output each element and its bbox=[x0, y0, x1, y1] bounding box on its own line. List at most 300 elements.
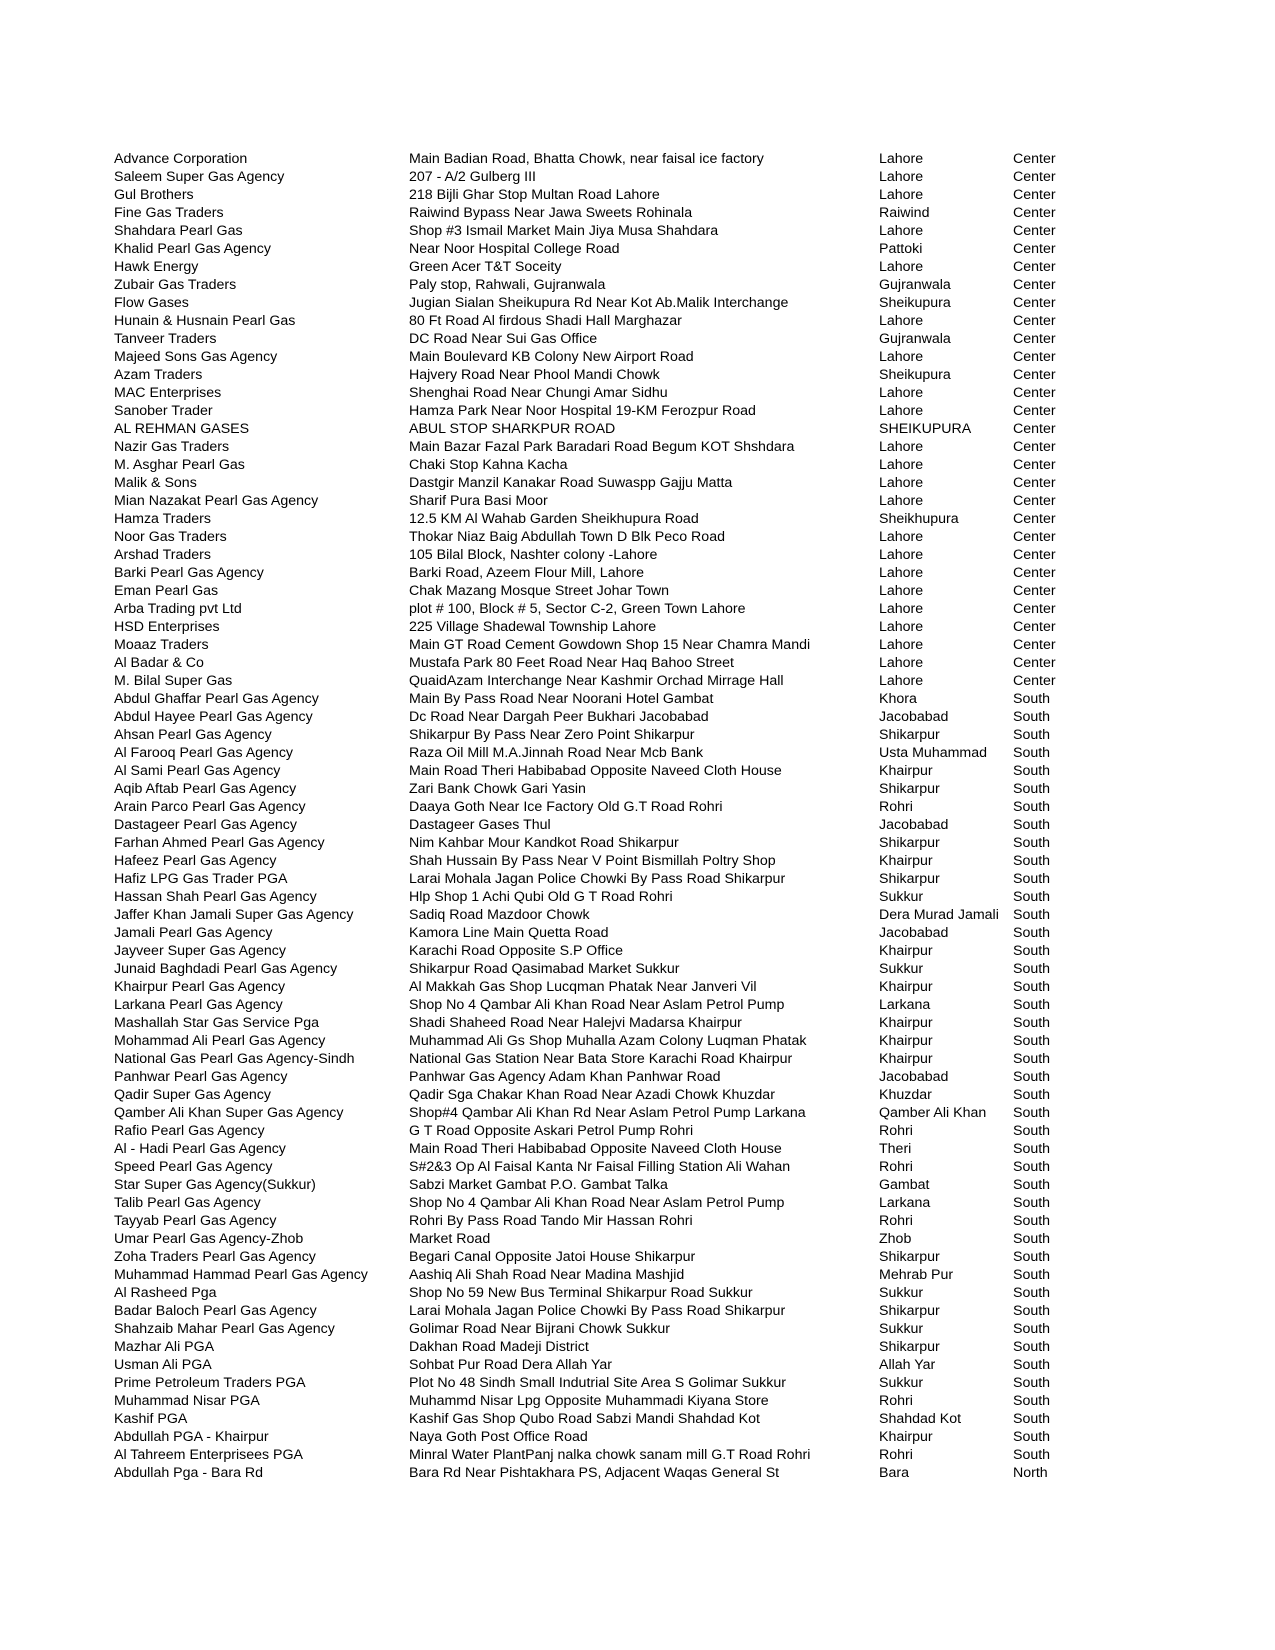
dealer-name-cell: Umar Pearl Gas Agency-Zhob bbox=[114, 1231, 304, 1247]
dealer-region-cell: South bbox=[1013, 1285, 1051, 1301]
dealer-city-cell: Lahore bbox=[879, 385, 924, 401]
dealer-region-cell: South bbox=[1013, 1249, 1051, 1265]
dealer-address-cell: 12.5 KM Al Wahab Garden Sheikhupura Road bbox=[409, 511, 699, 527]
dealer-table-body bbox=[114, 150, 1083, 1482]
dealer-region-cell: South bbox=[1013, 727, 1051, 743]
dealer-address-cell: National Gas Station Near Bata Store Karachi Road Khairpur bbox=[409, 1051, 793, 1067]
dealer-region-cell: Center bbox=[1013, 241, 1056, 257]
dealer-address-cell: Sabzi Market Gambat P.O. Gambat Talka bbox=[409, 1177, 668, 1193]
table-row bbox=[114, 1410, 1083, 1428]
dealer-region-cell: Center bbox=[1013, 583, 1056, 599]
dealer-address-cell: Green Acer T&T Soceity bbox=[409, 259, 562, 275]
dealer-city-cell: Rohri bbox=[879, 799, 913, 815]
dealer-city-cell: Sukkur bbox=[879, 1285, 924, 1301]
table-row bbox=[114, 492, 1083, 510]
dealer-city-cell: Zhob bbox=[879, 1231, 912, 1247]
table-row bbox=[114, 1194, 1083, 1212]
dealer-region-cell: Center bbox=[1013, 331, 1056, 347]
dealer-name-cell: Dastageer Pearl Gas Agency bbox=[114, 817, 297, 833]
dealer-name-cell: Majeed Sons Gas Agency bbox=[114, 349, 278, 365]
dealer-name-cell: Usman Ali PGA bbox=[114, 1357, 212, 1373]
dealer-name-cell: Arshad Traders bbox=[114, 547, 211, 563]
dealer-address-cell: Chaki Stop Kahna Kacha bbox=[409, 457, 568, 473]
table-row bbox=[114, 978, 1083, 996]
dealer-region-cell: South bbox=[1013, 1177, 1051, 1193]
dealer-city-cell: Sheikupura bbox=[879, 295, 951, 311]
table-row bbox=[114, 1122, 1083, 1140]
dealer-name-cell: National Gas Pearl Gas Agency-Sindh bbox=[114, 1051, 355, 1067]
dealer-address-cell: Karachi Road Opposite S.P Office bbox=[409, 943, 623, 959]
dealer-region-cell: South bbox=[1013, 691, 1051, 707]
table-row bbox=[114, 546, 1083, 564]
dealer-name-cell: Ahsan Pearl Gas Agency bbox=[114, 727, 272, 743]
dealer-city-cell: Khairpur bbox=[879, 1051, 933, 1067]
table-row bbox=[114, 672, 1083, 690]
dealer-address-cell: Nim Kahbar Mour Kandkot Road Shikarpur bbox=[409, 835, 679, 851]
dealer-region-cell: Center bbox=[1013, 223, 1056, 239]
dealer-name-cell: Al Farooq Pearl Gas Agency bbox=[114, 745, 294, 761]
dealer-address-cell: G T Road Opposite Askari Petrol Pump Rohri bbox=[409, 1123, 694, 1139]
dealer-address-cell: Daaya Goth Near Ice Factory Old G.T Road Rohri bbox=[409, 799, 723, 815]
dealer-name-cell: Tanveer Traders bbox=[114, 331, 217, 347]
dealer-name-cell: Moaaz Traders bbox=[114, 637, 209, 653]
dealer-address-cell: Sharif Pura Basi Moor bbox=[409, 493, 548, 509]
dealer-city-cell: Lahore bbox=[879, 637, 924, 653]
dealer-region-cell: South bbox=[1013, 1303, 1051, 1319]
dealer-address-cell: Thokar Niaz Baig Abdullah Town D Blk Peco Road bbox=[409, 529, 725, 545]
table-row bbox=[114, 528, 1083, 546]
dealer-region-cell: Center bbox=[1013, 205, 1056, 221]
dealer-city-cell: Jacobabad bbox=[879, 925, 949, 941]
dealer-city-cell: Rohri bbox=[879, 1393, 913, 1409]
table-row bbox=[114, 438, 1083, 456]
dealer-address-cell: Mustafa Park 80 Feet Road Near Haq Bahoo Street bbox=[409, 655, 734, 671]
dealer-region-cell: South bbox=[1013, 979, 1051, 995]
dealer-city-cell: Sukkur bbox=[879, 889, 924, 905]
dealer-address-cell: Near Noor Hospital College Road bbox=[409, 241, 620, 257]
dealer-city-cell: Lahore bbox=[879, 475, 924, 491]
dealer-region-cell: South bbox=[1013, 1105, 1051, 1121]
dealer-address-cell: Qadir Sga Chakar Khan Road Near Azadi Chowk Khuzdar bbox=[409, 1087, 775, 1103]
table-row bbox=[114, 780, 1083, 798]
dealer-city-cell: Sukkur bbox=[879, 1321, 924, 1337]
table-row bbox=[114, 762, 1083, 780]
dealer-region-cell: South bbox=[1013, 1267, 1051, 1283]
dealer-name-cell: Nazir Gas Traders bbox=[114, 439, 230, 455]
table-row bbox=[114, 798, 1083, 816]
dealer-address-cell: Main GT Road Cement Gowdown Shop 15 Near Chamra Mandi bbox=[409, 637, 811, 653]
dealer-address-cell: Paly stop, Rahwali, Gujranwala bbox=[409, 277, 606, 293]
table-row bbox=[114, 1446, 1083, 1464]
dealer-name-cell: AL REHMAN GASES bbox=[114, 421, 250, 437]
table-row bbox=[114, 744, 1083, 762]
dealer-city-cell: Shikarpur bbox=[879, 781, 940, 797]
table-row bbox=[114, 564, 1083, 582]
dealer-region-cell: Center bbox=[1013, 619, 1056, 635]
dealer-region-cell: South bbox=[1013, 907, 1051, 923]
dealer-name-cell: HSD Enterprises bbox=[114, 619, 220, 635]
dealer-address-cell: Shop No 4 Qambar Ali Khan Road Near Aslam Petrol Pump bbox=[409, 997, 785, 1013]
table-row bbox=[114, 1032, 1083, 1050]
table-row bbox=[114, 942, 1083, 960]
dealer-name-cell: Jaffer Khan Jamali Super Gas Agency bbox=[114, 907, 354, 923]
dealer-address-cell: Panhwar Gas Agency Adam Khan Panhwar Road bbox=[409, 1069, 721, 1085]
dealer-address-cell: Plot No 48 Sindh Small Indutrial Site Area S Golimar Sukkur bbox=[409, 1375, 786, 1391]
table-row bbox=[114, 276, 1083, 294]
dealer-city-cell: Lahore bbox=[879, 529, 924, 545]
table-row bbox=[114, 1266, 1083, 1284]
table-row bbox=[114, 1158, 1083, 1176]
dealer-region-cell: South bbox=[1013, 1375, 1051, 1391]
dealer-name-cell: Al Tahreem Enterprisees PGA bbox=[114, 1447, 303, 1463]
dealer-address-cell: Dastgir Manzil Kanakar Road Suwaspp Gajju Matta bbox=[409, 475, 733, 491]
dealer-city-cell: Lahore bbox=[879, 673, 924, 689]
dealer-city-cell: Rohri bbox=[879, 1447, 913, 1463]
table-row bbox=[114, 690, 1083, 708]
dealer-region-cell: Center bbox=[1013, 565, 1056, 581]
dealer-address-cell: DC Road Near Sui Gas Office bbox=[409, 331, 598, 347]
table-row bbox=[114, 1176, 1083, 1194]
dealer-name-cell: Arain Parco Pearl Gas Agency bbox=[114, 799, 306, 815]
dealer-address-cell: 80 Ft Road Al firdous Shadi Hall Marghazar bbox=[409, 313, 682, 329]
table-row bbox=[114, 294, 1083, 312]
table-row bbox=[114, 618, 1083, 636]
dealer-city-cell: Gujranwala bbox=[879, 331, 951, 347]
dealer-address-cell: Raza Oil Mill M.A.Jinnah Road Near Mcb Bank bbox=[409, 745, 704, 761]
table-row bbox=[114, 1248, 1083, 1266]
dealer-city-cell: Khairpur bbox=[879, 1015, 933, 1031]
dealer-name-cell: Fine Gas Traders bbox=[114, 205, 224, 221]
table-row bbox=[114, 1464, 1083, 1482]
dealer-address-cell: Main By Pass Road Near Noorani Hotel Gambat bbox=[409, 691, 714, 707]
dealer-name-cell: Rafio Pearl Gas Agency bbox=[114, 1123, 265, 1139]
dealer-city-cell: Khairpur bbox=[879, 853, 933, 869]
dealer-city-cell: Shahdad Kot bbox=[879, 1411, 962, 1427]
dealer-name-cell: Speed Pearl Gas Agency bbox=[114, 1159, 273, 1175]
dealer-name-cell: Hafeez Pearl Gas Agency bbox=[114, 853, 277, 869]
table-row bbox=[114, 852, 1083, 870]
table-row bbox=[114, 1428, 1083, 1446]
table-row bbox=[114, 1086, 1083, 1104]
dealer-name-cell: Advance Corporation bbox=[114, 151, 248, 167]
table-row bbox=[114, 960, 1083, 978]
dealer-city-cell: Lahore bbox=[879, 493, 924, 509]
dealer-name-cell: Mashallah Star Gas Service Pga bbox=[114, 1015, 320, 1031]
dealer-region-cell: South bbox=[1013, 1069, 1051, 1085]
dealer-city-cell: SHEIKUPURA bbox=[879, 421, 972, 437]
dealer-name-cell: Hunain & Husnain Pearl Gas bbox=[114, 313, 296, 329]
dealer-address-cell: 225 Village Shadewal Township Lahore bbox=[409, 619, 657, 635]
dealer-city-cell: Gujranwala bbox=[879, 277, 951, 293]
dealer-address-cell: Main Badian Road, Bhatta Chowk, near faisal ice factory bbox=[409, 151, 764, 167]
dealer-region-cell: South bbox=[1013, 997, 1051, 1013]
dealer-address-cell: 207 - A/2 Gulberg III bbox=[409, 169, 536, 185]
dealer-city-cell: Usta Muhammad bbox=[879, 745, 988, 761]
dealer-name-cell: Mohammad Ali Pearl Gas Agency bbox=[114, 1033, 326, 1049]
dealer-name-cell: Star Super Gas Agency(Sukkur) bbox=[114, 1177, 316, 1193]
table-row bbox=[114, 1014, 1083, 1032]
dealer-address-cell: Raiwind Bypass Near Jawa Sweets Rohinala bbox=[409, 205, 693, 221]
dealer-address-cell: Rohri By Pass Road Tando Mir Hassan Rohri bbox=[409, 1213, 693, 1229]
dealer-address-cell: Shop #3 Ismail Market Main Jiya Musa Shahdara bbox=[409, 223, 719, 239]
dealer-region-cell: Center bbox=[1013, 367, 1056, 383]
table-row bbox=[114, 636, 1083, 654]
dealer-region-cell: Center bbox=[1013, 313, 1056, 329]
dealer-address-cell: Dakhan Road Madeji District bbox=[409, 1339, 589, 1355]
table-row bbox=[114, 726, 1083, 744]
dealer-region-cell: Center bbox=[1013, 403, 1056, 419]
table-row bbox=[114, 924, 1083, 942]
dealer-city-cell: Larkana bbox=[879, 1195, 931, 1211]
dealer-name-cell: Al - Hadi Pearl Gas Agency bbox=[114, 1141, 286, 1157]
dealer-city-cell: Khairpur bbox=[879, 943, 933, 959]
dealer-city-cell: Rohri bbox=[879, 1159, 913, 1175]
table-row bbox=[114, 1212, 1083, 1230]
dealer-address-cell: Shikarpur By Pass Near Zero Point Shikarpur bbox=[409, 727, 695, 743]
dealer-name-cell: Farhan Ahmed Pearl Gas Agency bbox=[114, 835, 325, 851]
dealer-name-cell: Malik & Sons bbox=[114, 475, 197, 491]
dealer-city-cell: Jacobabad bbox=[879, 817, 949, 833]
dealer-name-cell: Muhammad Nisar PGA bbox=[114, 1393, 260, 1409]
dealer-city-cell: Khairpur bbox=[879, 1033, 933, 1049]
table-row bbox=[114, 1392, 1083, 1410]
dealer-region-cell: South bbox=[1013, 1087, 1051, 1103]
dealer-name-cell: Mazhar Ali PGA bbox=[114, 1339, 215, 1355]
dealer-name-cell: Junaid Baghdadi Pearl Gas Agency bbox=[114, 961, 338, 977]
dealer-address-cell: Kashif Gas Shop Qubo Road Sabzi Mandi Shahdad Kot bbox=[409, 1411, 760, 1427]
table-row bbox=[114, 600, 1083, 618]
dealer-address-cell: Main Road Theri Habibabad Opposite Naveed Cloth House bbox=[409, 1141, 782, 1157]
dealer-region-cell: South bbox=[1013, 1393, 1051, 1409]
table-row bbox=[114, 1050, 1083, 1068]
dealer-region-cell: Center bbox=[1013, 457, 1056, 473]
dealer-address-cell: Shah Hussain By Pass Near V Point Bismillah Poltry Shop bbox=[409, 853, 776, 869]
dealer-city-cell: Jacobabad bbox=[879, 709, 949, 725]
dealer-address-cell: Al Makkah Gas Shop Lucqman Phatak Near Janveri Vil bbox=[409, 979, 757, 995]
dealer-region-cell: Center bbox=[1013, 277, 1056, 293]
dealer-address-cell: Shop#4 Qambar Ali Khan Rd Near Aslam Petrol Pump Larkana bbox=[409, 1105, 806, 1121]
dealer-city-cell: Gambat bbox=[879, 1177, 930, 1193]
dealer-address-cell: Dc Road Near Dargah Peer Bukhari Jacobabad bbox=[409, 709, 709, 725]
dealer-city-cell: Khuzdar bbox=[879, 1087, 932, 1103]
dealer-city-cell: Lahore bbox=[879, 349, 924, 365]
dealer-address-cell: Golimar Road Near Bijrani Chowk Sukkur bbox=[409, 1321, 670, 1337]
dealer-region-cell: South bbox=[1013, 1357, 1051, 1373]
dealer-city-cell: Lahore bbox=[879, 259, 924, 275]
dealer-city-cell: Lahore bbox=[879, 187, 924, 203]
dealer-name-cell: Abdul Ghaffar Pearl Gas Agency bbox=[114, 691, 319, 707]
dealer-city-cell: Khairpur bbox=[879, 1429, 933, 1445]
dealer-region-cell: South bbox=[1013, 763, 1051, 779]
dealer-name-cell: Hawk Energy bbox=[114, 259, 199, 275]
dealer-city-cell: Raiwind bbox=[879, 205, 930, 221]
dealer-city-cell: Lahore bbox=[879, 313, 924, 329]
dealer-region-cell: Center bbox=[1013, 655, 1056, 671]
table-row bbox=[114, 1338, 1083, 1356]
table-row bbox=[114, 1068, 1083, 1086]
dealer-name-cell: Khalid Pearl Gas Agency bbox=[114, 241, 271, 257]
dealer-address-cell: Hajvery Road Near Phool Mandi Chowk bbox=[409, 367, 660, 383]
table-row bbox=[114, 258, 1083, 276]
table-row bbox=[114, 204, 1083, 222]
dealer-region-cell: South bbox=[1013, 853, 1051, 869]
dealer-name-cell: Saleem Super Gas Agency bbox=[114, 169, 285, 185]
dealer-region-cell: South bbox=[1013, 799, 1051, 815]
dealer-region-cell: South bbox=[1013, 1321, 1051, 1337]
table-row bbox=[114, 474, 1083, 492]
dealer-city-cell: Bara bbox=[879, 1465, 909, 1481]
dealer-address-cell: Shop No 4 Qambar Ali Khan Road Near Aslam Petrol Pump bbox=[409, 1195, 785, 1211]
dealer-address-cell: Hamza Park Near Noor Hospital 19-KM Ferozpur Road bbox=[409, 403, 756, 419]
dealer-region-cell: Center bbox=[1013, 511, 1056, 527]
dealer-city-cell: Lahore bbox=[879, 565, 924, 581]
dealer-name-cell: Larkana Pearl Gas Agency bbox=[114, 997, 283, 1013]
dealer-name-cell: Arba Trading pvt Ltd bbox=[114, 601, 242, 617]
table-row bbox=[114, 150, 1083, 168]
table-row bbox=[114, 1140, 1083, 1158]
dealer-region-cell: South bbox=[1013, 1141, 1051, 1157]
table-row bbox=[114, 384, 1083, 402]
dealer-address-cell: Zari Bank Chowk Gari Yasin bbox=[409, 781, 586, 797]
table-row bbox=[114, 1320, 1083, 1338]
dealer-region-cell: South bbox=[1013, 1411, 1051, 1427]
dealer-name-cell: Hafiz LPG Gas Trader PGA bbox=[114, 871, 288, 887]
dealer-name-cell: Abdullah PGA - Khairpur bbox=[114, 1429, 269, 1445]
dealer-name-cell: Jamali Pearl Gas Agency bbox=[114, 925, 273, 941]
dealer-region-cell: South bbox=[1013, 1213, 1051, 1229]
dealer-address-cell: S#2&3 Op Al Faisal Kanta Nr Faisal Filling Station Ali Wahan bbox=[409, 1159, 791, 1175]
dealer-city-cell: Lahore bbox=[879, 439, 924, 455]
dealer-address-cell: Shenghai Road Near Chungi Amar Sidhu bbox=[409, 385, 668, 401]
dealer-city-cell: Lahore bbox=[879, 223, 924, 239]
dealer-address-cell: Shop No 59 New Bus Terminal Shikarpur Road Sukkur bbox=[409, 1285, 753, 1301]
dealer-address-cell: 218 Bijli Ghar Stop Multan Road Lahore bbox=[409, 187, 660, 203]
dealer-address-cell: Muhammad Ali Gs Shop Muhalla Azam Colony Luqman Phatak bbox=[409, 1033, 807, 1049]
dealer-region-cell: South bbox=[1013, 1339, 1051, 1355]
dealer-address-cell: Main Road Theri Habibabad Opposite Naveed Cloth House bbox=[409, 763, 782, 779]
dealer-city-cell: Lahore bbox=[879, 151, 924, 167]
dealer-region-cell: South bbox=[1013, 961, 1051, 977]
dealer-region-cell: Center bbox=[1013, 601, 1056, 617]
dealer-name-cell: Muhammad Hammad Pearl Gas Agency bbox=[114, 1267, 368, 1283]
dealer-name-cell: Kashif PGA bbox=[114, 1411, 188, 1427]
dealer-region-cell: Center bbox=[1013, 547, 1056, 563]
dealer-city-cell: Theri bbox=[879, 1141, 912, 1157]
dealer-city-cell: Khairpur bbox=[879, 979, 933, 995]
dealer-name-cell: Sanober Trader bbox=[114, 403, 213, 419]
dealer-city-cell: Lahore bbox=[879, 169, 924, 185]
dealer-region-cell: South bbox=[1013, 745, 1051, 761]
dealer-address-cell: Begari Canal Opposite Jatoi House Shikarpur bbox=[409, 1249, 696, 1265]
dealer-address-cell: Barki Road, Azeem Flour Mill, Lahore bbox=[409, 565, 644, 581]
dealer-name-cell: Noor Gas Traders bbox=[114, 529, 227, 545]
dealer-city-cell: Shikarpur bbox=[879, 1303, 940, 1319]
dealer-city-cell: Shikarpur bbox=[879, 1339, 940, 1355]
dealer-city-cell: Lahore bbox=[879, 457, 924, 473]
dealer-region-cell: North bbox=[1013, 1465, 1048, 1481]
table-row bbox=[114, 420, 1083, 438]
dealer-region-cell: Center bbox=[1013, 529, 1056, 545]
table-row bbox=[114, 348, 1083, 366]
dealer-name-cell: Zubair Gas Traders bbox=[114, 277, 237, 293]
dealer-region-cell: South bbox=[1013, 781, 1051, 797]
table-row bbox=[114, 708, 1083, 726]
dealer-name-cell: Shahzaib Mahar Pearl Gas Agency bbox=[114, 1321, 335, 1337]
dealer-city-cell: Sukkur bbox=[879, 1375, 924, 1391]
dealer-name-cell: M. Asghar Pearl Gas bbox=[114, 457, 245, 473]
dealer-name-cell: Panhwar Pearl Gas Agency bbox=[114, 1069, 288, 1085]
dealer-address-cell: Larai Mohala Jagan Police Chowki By Pass Road Shikarpur bbox=[409, 1303, 786, 1319]
dealer-name-cell: Barki Pearl Gas Agency bbox=[114, 565, 264, 581]
dealer-city-cell: Shikarpur bbox=[879, 727, 940, 743]
dealer-address-cell: Aashiq Ali Shah Road Near Madina Mashjid bbox=[409, 1267, 685, 1283]
dealer-region-cell: South bbox=[1013, 1051, 1051, 1067]
dealer-name-cell: Khairpur Pearl Gas Agency bbox=[114, 979, 286, 995]
dealer-city-cell: Pattoki bbox=[879, 241, 923, 257]
dealer-city-cell: Qamber Ali Khan bbox=[879, 1105, 987, 1121]
table-row bbox=[114, 222, 1083, 240]
dealer-region-cell: South bbox=[1013, 943, 1051, 959]
dealer-city-cell: Allah Yar bbox=[879, 1357, 936, 1373]
dealer-name-cell: Jayveer Super Gas Agency bbox=[114, 943, 286, 959]
dealer-address-cell: Larai Mohala Jagan Police Chowki By Pass Road Shikarpur bbox=[409, 871, 786, 887]
dealer-name-cell: Al Rasheed Pga bbox=[114, 1285, 217, 1301]
table-row bbox=[114, 456, 1083, 474]
dealer-address-cell: Main Boulevard KB Colony New Airport Road bbox=[409, 349, 694, 365]
dealer-name-cell: Gul Brothers bbox=[114, 187, 194, 203]
dealer-name-cell: Qamber Ali Khan Super Gas Agency bbox=[114, 1105, 344, 1121]
dealer-name-cell: Eman Pearl Gas bbox=[114, 583, 219, 599]
dealer-region-cell: Center bbox=[1013, 493, 1056, 509]
dealer-region-cell: South bbox=[1013, 817, 1051, 833]
dealer-city-cell: Dera Murad Jamali bbox=[879, 907, 999, 923]
dealer-region-cell: Center bbox=[1013, 637, 1056, 653]
table-row bbox=[114, 510, 1083, 528]
dealer-region-cell: South bbox=[1013, 1231, 1051, 1247]
table-row bbox=[114, 870, 1083, 888]
dealer-city-cell: Khairpur bbox=[879, 763, 933, 779]
dealer-city-cell: Lahore bbox=[879, 601, 924, 617]
dealer-table bbox=[114, 150, 1083, 1482]
dealer-address-cell: Kamora Line Main Quetta Road bbox=[409, 925, 609, 941]
table-row bbox=[114, 168, 1083, 186]
dealer-region-cell: Center bbox=[1013, 349, 1056, 365]
dealer-address-cell: Jugian Sialan Sheikupura Rd Near Kot Ab.Malik Interchange bbox=[409, 295, 789, 311]
table-row bbox=[114, 888, 1083, 906]
dealer-address-cell: ABUL STOP SHARKPUR ROAD bbox=[409, 421, 616, 437]
dealer-region-cell: Center bbox=[1013, 169, 1056, 185]
dealer-name-cell: Shahdara Pearl Gas bbox=[114, 223, 243, 239]
dealer-address-cell: Dastageer Gases Thul bbox=[409, 817, 551, 833]
dealer-city-cell: Sheikupura bbox=[879, 367, 951, 383]
dealer-name-cell: MAC Enterprises bbox=[114, 385, 222, 401]
dealer-address-cell: Shikarpur Road Qasimabad Market Sukkur bbox=[409, 961, 680, 977]
dealer-name-cell: Hassan Shah Pearl Gas Agency bbox=[114, 889, 317, 905]
dealer-region-cell: South bbox=[1013, 835, 1051, 851]
dealer-city-cell: Lahore bbox=[879, 547, 924, 563]
dealer-city-cell: Jacobabad bbox=[879, 1069, 949, 1085]
dealer-name-cell: Abdullah Pga - Bara Rd bbox=[114, 1465, 264, 1481]
table-row bbox=[114, 816, 1083, 834]
dealer-region-cell: Center bbox=[1013, 421, 1056, 437]
dealer-region-cell: Center bbox=[1013, 259, 1056, 275]
dealer-city-cell: Shikarpur bbox=[879, 1249, 940, 1265]
table-row bbox=[114, 1230, 1083, 1248]
dealer-region-cell: South bbox=[1013, 1159, 1051, 1175]
dealer-region-cell: Center bbox=[1013, 673, 1056, 689]
dealer-region-cell: South bbox=[1013, 1447, 1051, 1463]
table-row bbox=[114, 654, 1083, 672]
